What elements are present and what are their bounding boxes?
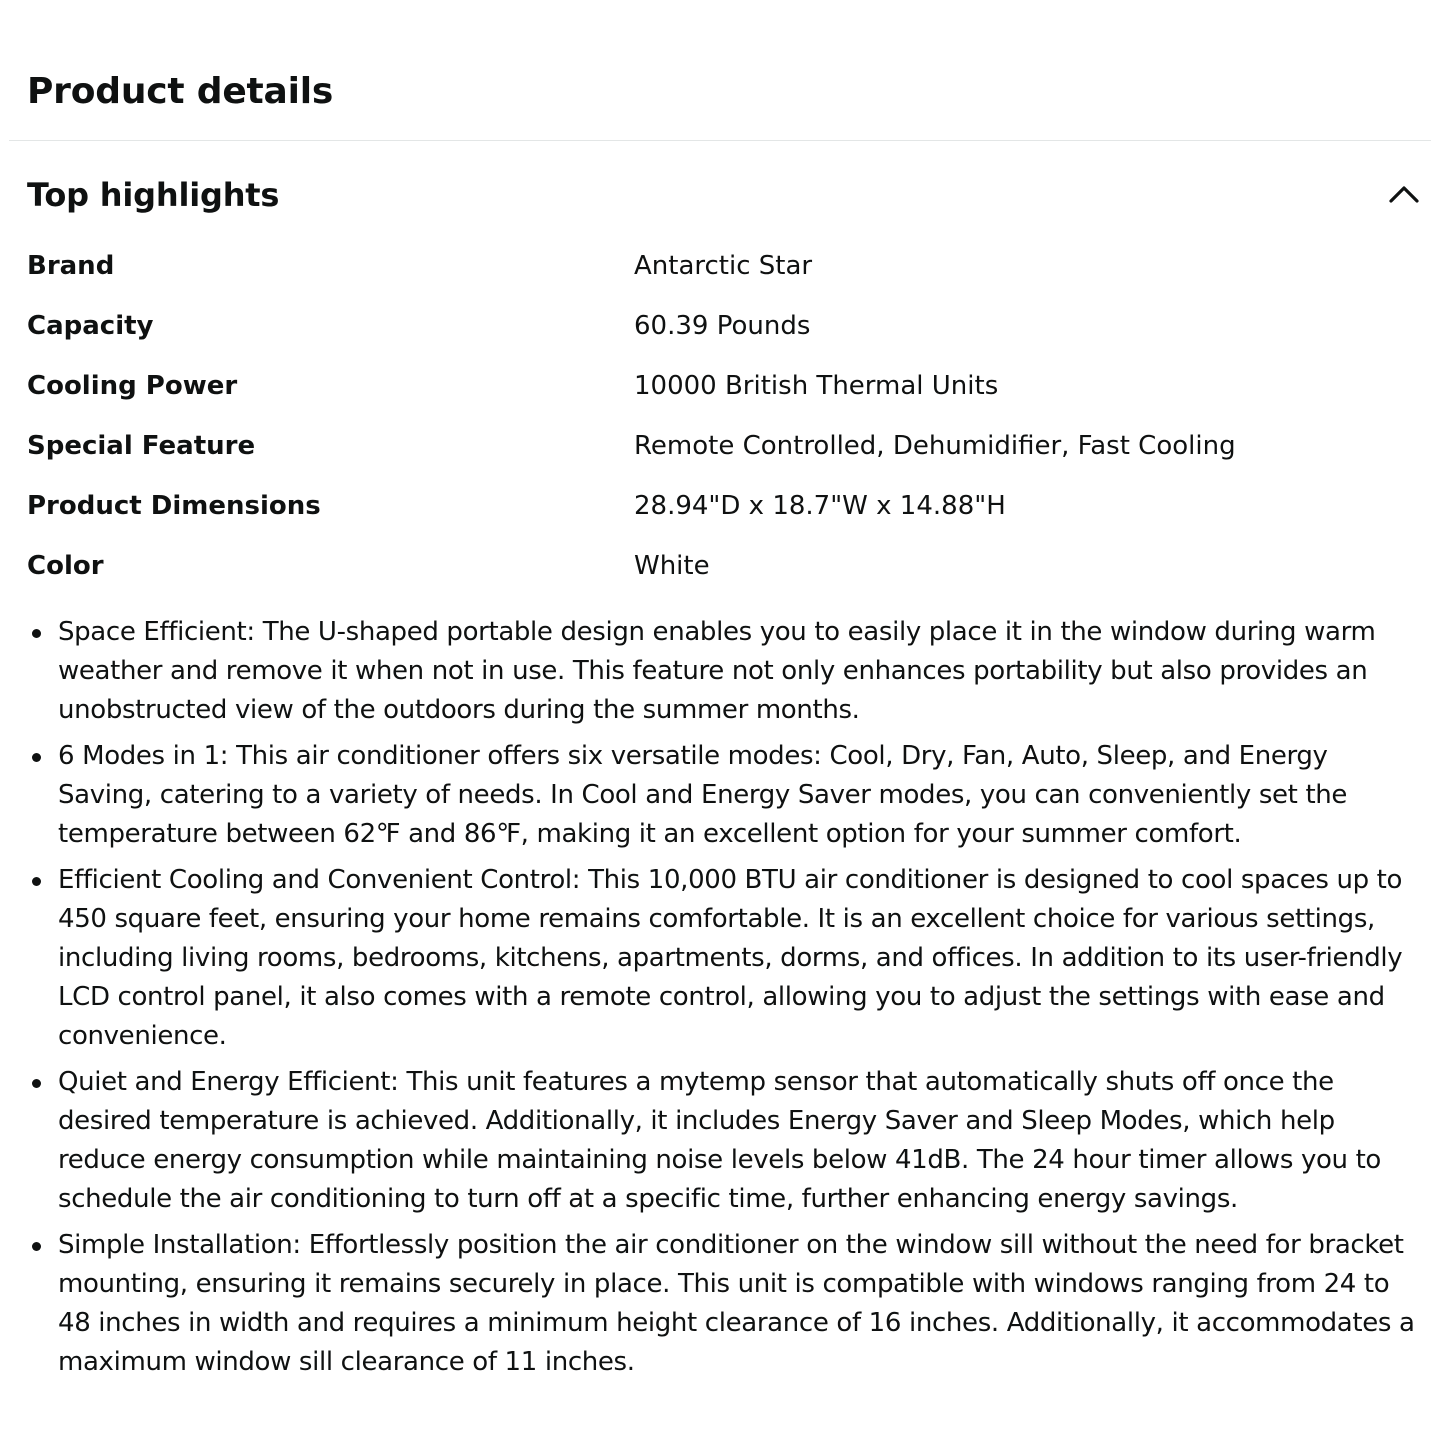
spec-row-special-feature	[27, 416, 1420, 476]
feature-bullet-text: Space Efficient: The U-shaped portable design enables you to easily place it in the window during warm weather and remove it when not in use. This feature not only enhances portability but also provides an unobstructed view of the outdoors during the summer months.	[58, 617, 1376, 725]
specs-table	[27, 236, 1420, 596]
feature-bullet	[58, 861, 1418, 1056]
spec-row-product-dimensions	[27, 476, 1420, 536]
feature-bullet	[58, 1226, 1418, 1382]
bullet-dot-icon	[32, 1242, 41, 1251]
spec-label: Product Dimensions	[27, 491, 321, 521]
bullet-dot-icon	[32, 877, 41, 886]
feature-bullet-text: Efficient Cooling and Convenient Control: This 10,000 BTU air conditioner is designed to cool spaces up to 450 square feet, ensuring your home remains comfortable. It is an excellent choice for various settings, including living rooms, bedrooms, kitchens, apartments, dorms, and offices. In addition to its user-friendly LCD control panel, it also comes with a remote control, allowing you to adjust the settings with ease and convenience.	[58, 865, 1403, 1051]
feature-bullet-list	[58, 613, 1418, 1389]
spec-label: Color	[27, 551, 104, 581]
spec-value: 60.39 Pounds	[634, 311, 811, 341]
spec-value: 10000 British Thermal Units	[634, 371, 999, 401]
spec-value: Antarctic Star	[634, 251, 813, 281]
chevron-up-icon[interactable]	[1388, 179, 1420, 211]
spec-label: Brand	[27, 251, 115, 281]
page-title: Product details	[27, 71, 334, 112]
section-divider	[9, 140, 1431, 141]
feature-bullet	[58, 613, 1418, 730]
spec-row-brand	[27, 236, 1420, 296]
spec-value: Remote Controlled, Dehumidifier, Fast Cooling	[634, 431, 1236, 461]
top-highlights-header[interactable]	[27, 170, 1420, 220]
spec-label: Cooling Power	[27, 371, 238, 401]
bullet-dot-icon	[32, 1079, 41, 1088]
feature-bullet-text: Simple Installation: Effortlessly position the air conditioner on the window sill without the need for bracket mounting, ensuring it remains securely in place. This unit is compatible with windows ranging from 24 to 48 inches in width and requires a minimum height clearance of 16 inches. Additionally, it accommodates a maximum window sill clearance of 11 inches.	[58, 1230, 1415, 1377]
spec-row-cooling-power	[27, 356, 1420, 416]
spec-label: Capacity	[27, 311, 154, 341]
bullet-dot-icon	[32, 629, 41, 638]
spec-value: 28.94"D x 18.7"W x 14.88"H	[634, 491, 1006, 521]
bullet-dot-icon	[32, 753, 41, 762]
spec-label: Special Feature	[27, 431, 256, 461]
feature-bullet-text: Quiet and Energy Efficient: This unit features a mytemp sensor that automatically shuts off once the desired temperature is achieved. Additionally, it includes Energy Saver and Sleep Modes, which help reduce energy consumption while maintaining noise levels below 41dB. The 24 hour timer allows you to schedule the air conditioning to turn off at a specific time, further enhancing energy savings.	[58, 1067, 1381, 1214]
feature-bullet-text: 6 Modes in 1: This air conditioner offers six versatile modes: Cool, Dry, Fan, Auto, Sleep, and Energy Saving, catering to a variety of needs. In Cool and Energy Saver modes, you can conveniently set the temperature between 62℉ and 86℉, making it an excellent option for your summer comfort.	[58, 741, 1348, 849]
section-title: Top highlights	[27, 176, 280, 214]
feature-bullet	[58, 1063, 1418, 1219]
spec-row-capacity	[27, 296, 1420, 356]
feature-bullet	[58, 737, 1418, 854]
spec-value: White	[634, 551, 710, 581]
spec-row-color	[27, 536, 1420, 596]
